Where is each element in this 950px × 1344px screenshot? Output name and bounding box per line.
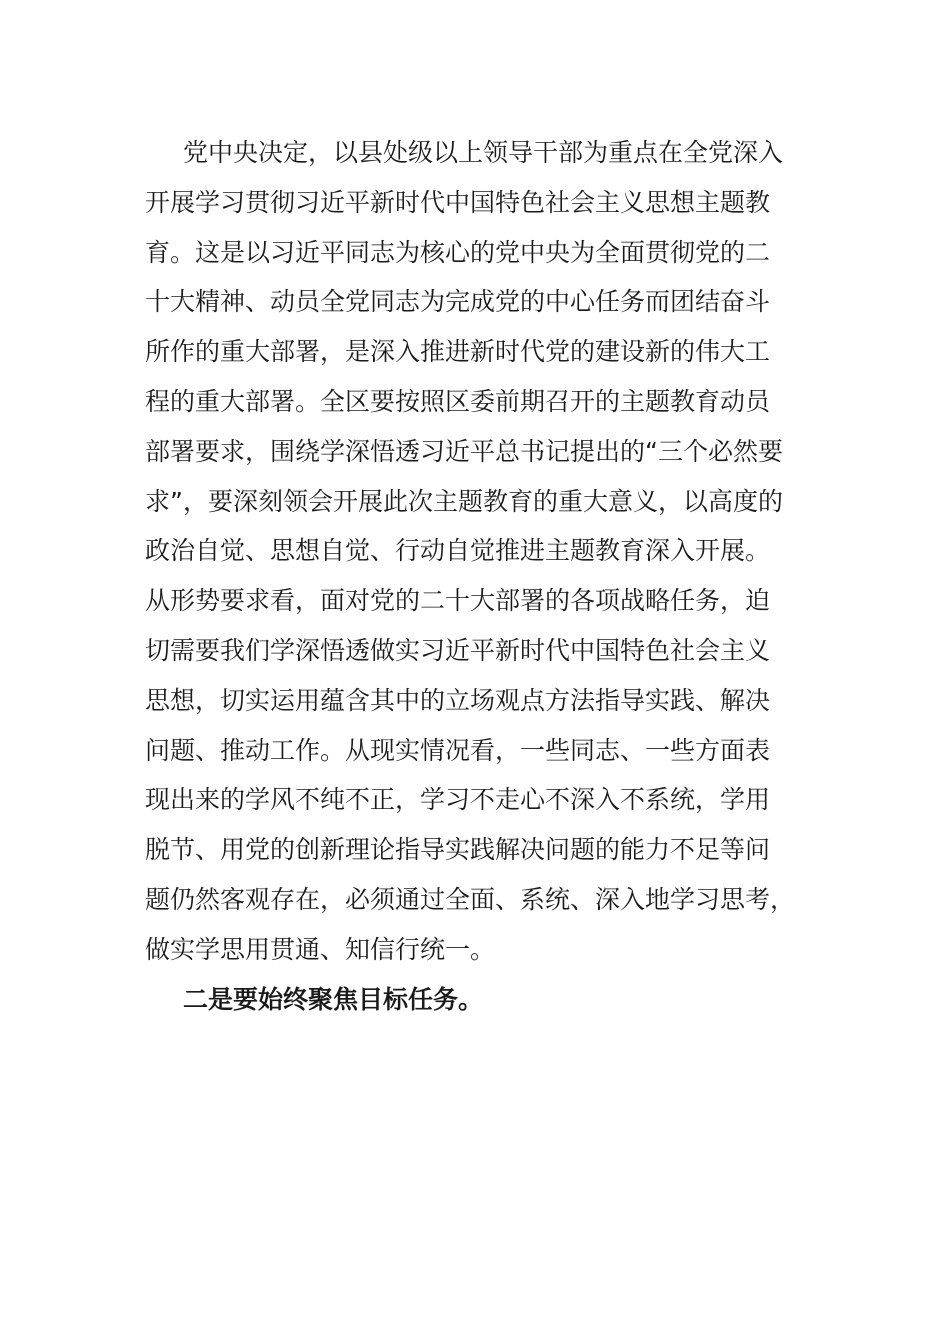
paragraph-line: 现出来的学风不纯不正，学习不走心不深入不系统，学用: [145, 785, 771, 815]
body-paragraph: [145, 128, 805, 1024]
section-heading: 二是要始终聚焦目标任务。: [183, 984, 484, 1014]
paragraph-line: 所作的重大部署，是深入推进新时代党的建设新的伟大工: [145, 337, 771, 367]
paragraph-line: 政治自觉、思想自觉、行动自觉推进主题教育深入开展。: [145, 536, 771, 566]
paragraph-line: 育。这是以习近平同志为核心的党中央为全面贯彻党的二: [145, 237, 771, 267]
paragraph-line: 脱节、用党的创新理论指导实践解决问题的能力不足等问: [145, 835, 771, 865]
paragraph-line: 思想，切实运用蕴含其中的立场观点方法指导实践、解决: [145, 685, 771, 715]
paragraph-line: 部署要求，围绕学深悟透习近平总书记提出的“三个必然要: [145, 436, 783, 466]
paragraph-line: 党中央决定，以县处级以上领导干部为重点在全党深入: [183, 138, 784, 167]
paragraph-line: 开展学习贯彻习近平新时代中国特色社会主义思想主题教: [145, 187, 771, 217]
paragraph-line: 求”，要深刻领会开展此次主题教育的重大意义，以高度的: [145, 486, 783, 516]
paragraph-line: 十大精神、动员全党同志为完成党的中心任务而团结奋斗: [145, 287, 771, 317]
paragraph-line: 问题、推动工作。从现实情况看，一些同志、一些方面表: [145, 735, 771, 765]
paragraph-line: 做实学思用贯通、知信行统一。: [145, 934, 496, 964]
paragraph-line: 题仍然客观存在，必须通过全面、系统、深入地学习思考，: [145, 884, 796, 914]
paragraph-line: 切需要我们学深悟透做实习近平新时代中国特色社会主义: [145, 635, 771, 665]
paragraph-line: 从形势要求看，面对党的二十大部署的各项战略任务，迫: [145, 586, 771, 616]
paragraph-line: 程的重大部署。全区要按照区委前期召开的主题教育动员: [145, 386, 771, 416]
